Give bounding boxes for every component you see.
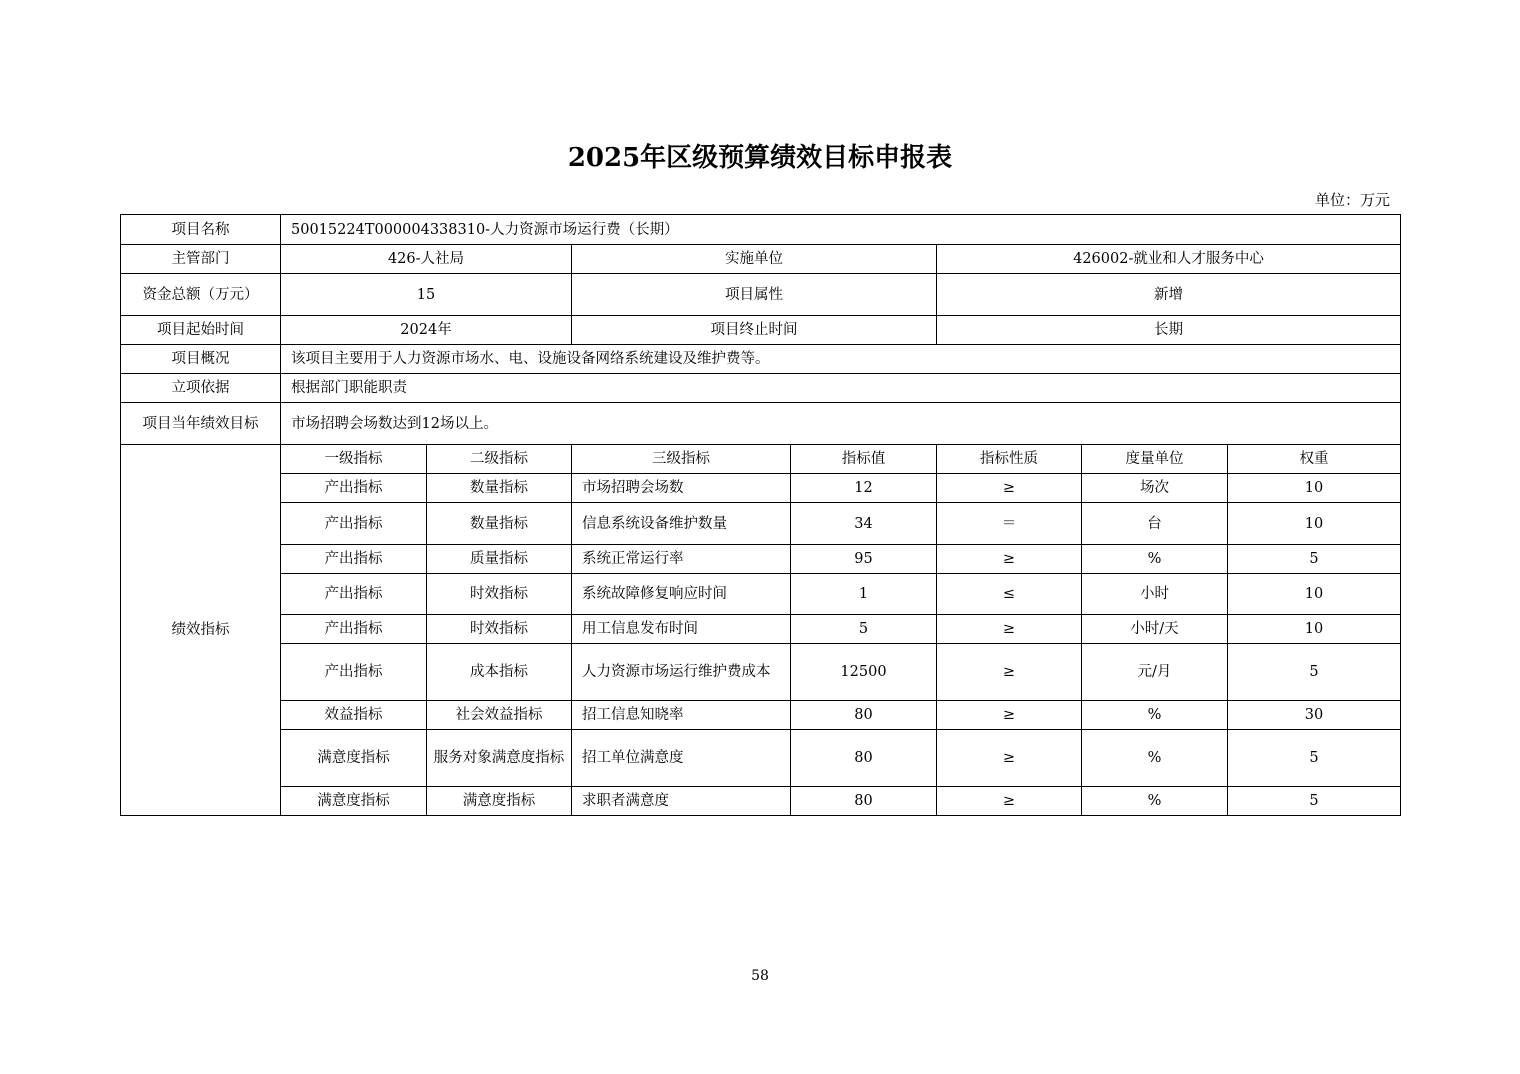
level3-cell: 招工信息知晓率 (572, 701, 791, 730)
value-cell: 80 (791, 701, 937, 730)
level1-cell: 满意度指标 (281, 787, 427, 816)
funds-value: 15 (281, 274, 572, 316)
nature-cell: ≥ (937, 545, 1082, 574)
level2-cell: 质量指标 (427, 545, 572, 574)
row-funds (121, 274, 1401, 316)
level1-cell: 产出指标 (281, 545, 427, 574)
row-department (121, 245, 1401, 274)
level3-cell: 市场招聘会场数 (572, 474, 791, 503)
basis-label: 立项依据 (121, 374, 281, 403)
table-row (121, 503, 1401, 545)
overview-value: 该项目主要用于人力资源市场水、电、设施设备网络系统建设及维护费等。 (281, 345, 1401, 374)
level1-cell: 产出指标 (281, 474, 427, 503)
table-row (121, 701, 1401, 730)
department-label: 主管部门 (121, 245, 281, 274)
level1-cell: 效益指标 (281, 701, 427, 730)
level3-cell: 系统正常运行率 (572, 545, 791, 574)
unit-cell: % (1082, 545, 1228, 574)
weight-cell: 5 (1228, 787, 1401, 816)
project-name-value: 50015224T000004338310-人力资源市场运行费（长期） (281, 215, 1401, 245)
header-level1: 一级指标 (281, 445, 427, 474)
nature-cell: ≥ (937, 615, 1082, 644)
budget-performance-table (120, 214, 1401, 816)
unit-cell: % (1082, 730, 1228, 787)
header-value: 指标值 (791, 445, 937, 474)
indicator-header-row (121, 445, 1401, 474)
basis-value: 根据部门职能职责 (281, 374, 1401, 403)
row-project-name (121, 215, 1401, 245)
unit-label: 单位：万元 (1314, 191, 1390, 209)
weight-cell: 10 (1228, 474, 1401, 503)
weight-cell: 10 (1228, 503, 1401, 545)
level2-cell: 服务对象满意度指标 (427, 730, 572, 787)
value-cell: 1 (791, 574, 937, 615)
level1-cell: 产出指标 (281, 503, 427, 545)
unit-cell: 小时/天 (1082, 615, 1228, 644)
level2-cell: 社会效益指标 (427, 701, 572, 730)
header-level2: 二级指标 (427, 445, 572, 474)
project-attribute-value: 新增 (937, 274, 1401, 316)
weight-cell: 5 (1228, 730, 1401, 787)
end-time-value: 长期 (937, 316, 1401, 345)
indicator-section-label: 绩效指标 (121, 445, 281, 816)
level1-cell: 产出指标 (281, 644, 427, 701)
row-annual-goal (121, 403, 1401, 445)
table-row (121, 644, 1401, 701)
table-row (121, 474, 1401, 503)
nature-cell: ≥ (937, 730, 1082, 787)
level1-cell: 产出指标 (281, 574, 427, 615)
weight-cell: 5 (1228, 644, 1401, 701)
nature-cell: ≥ (937, 644, 1082, 701)
annual-goal-label: 项目当年绩效目标 (121, 403, 281, 445)
nature-cell: ＝ (937, 503, 1082, 545)
header-weight: 权重 (1228, 445, 1401, 474)
project-name-label: 项目名称 (121, 215, 281, 245)
level3-cell: 招工单位满意度 (572, 730, 791, 787)
nature-cell: ≥ (937, 787, 1082, 816)
row-overview (121, 345, 1401, 374)
table-row (121, 787, 1401, 816)
nature-cell: ≥ (937, 474, 1082, 503)
unit-cell: % (1082, 701, 1228, 730)
level3-cell: 求职者满意度 (572, 787, 791, 816)
unit-cell: 场次 (1082, 474, 1228, 503)
weight-cell: 30 (1228, 701, 1401, 730)
table-row (121, 730, 1401, 787)
level2-cell: 时效指标 (427, 574, 572, 615)
level2-cell: 时效指标 (427, 615, 572, 644)
level3-cell: 人力资源市场运行维护费成本 (572, 644, 791, 701)
nature-cell: ≥ (937, 701, 1082, 730)
funds-label: 资金总额（万元） (121, 274, 281, 316)
value-cell: 80 (791, 787, 937, 816)
table-row (121, 615, 1401, 644)
level3-cell: 系统故障修复响应时间 (572, 574, 791, 615)
row-basis (121, 374, 1401, 403)
overview-label: 项目概况 (121, 345, 281, 374)
level1-cell: 产出指标 (281, 615, 427, 644)
value-cell: 5 (791, 615, 937, 644)
level2-cell: 成本指标 (427, 644, 572, 701)
header-level3: 三级指标 (572, 445, 791, 474)
header-nature: 指标性质 (937, 445, 1082, 474)
level2-cell: 数量指标 (427, 474, 572, 503)
project-attribute-label: 项目属性 (572, 274, 937, 316)
header-unit: 度量单位 (1082, 445, 1228, 474)
implementing-unit-label: 实施单位 (572, 245, 937, 274)
value-cell: 80 (791, 730, 937, 787)
page-title: 2025年区级预算绩效目标申报表 (567, 143, 953, 173)
level3-cell: 用工信息发布时间 (572, 615, 791, 644)
level1-cell: 满意度指标 (281, 730, 427, 787)
nature-cell: ≤ (937, 574, 1082, 615)
table-row (121, 545, 1401, 574)
unit-cell: 台 (1082, 503, 1228, 545)
value-cell: 95 (791, 545, 937, 574)
value-cell: 12 (791, 474, 937, 503)
weight-cell: 10 (1228, 574, 1401, 615)
level3-cell: 信息系统设备维护数量 (572, 503, 791, 545)
unit-cell: % (1082, 787, 1228, 816)
annual-goal-value: 市场招聘会场数达到12场以上。 (281, 403, 1401, 445)
department-value: 426-人社局 (281, 245, 572, 274)
end-time-label: 项目终止时间 (572, 316, 937, 345)
level2-cell: 满意度指标 (427, 787, 572, 816)
unit-cell: 小时 (1082, 574, 1228, 615)
row-period (121, 316, 1401, 345)
weight-cell: 10 (1228, 615, 1401, 644)
page-number: 58 (751, 968, 769, 984)
implementing-unit-value: 426002-就业和人才服务中心 (937, 245, 1401, 274)
start-time-label: 项目起始时间 (121, 316, 281, 345)
unit-cell: 元/月 (1082, 644, 1228, 701)
weight-cell: 5 (1228, 545, 1401, 574)
table-row (121, 574, 1401, 615)
value-cell: 12500 (791, 644, 937, 701)
level2-cell: 数量指标 (427, 503, 572, 545)
value-cell: 34 (791, 503, 937, 545)
start-time-value: 2024年 (281, 316, 572, 345)
